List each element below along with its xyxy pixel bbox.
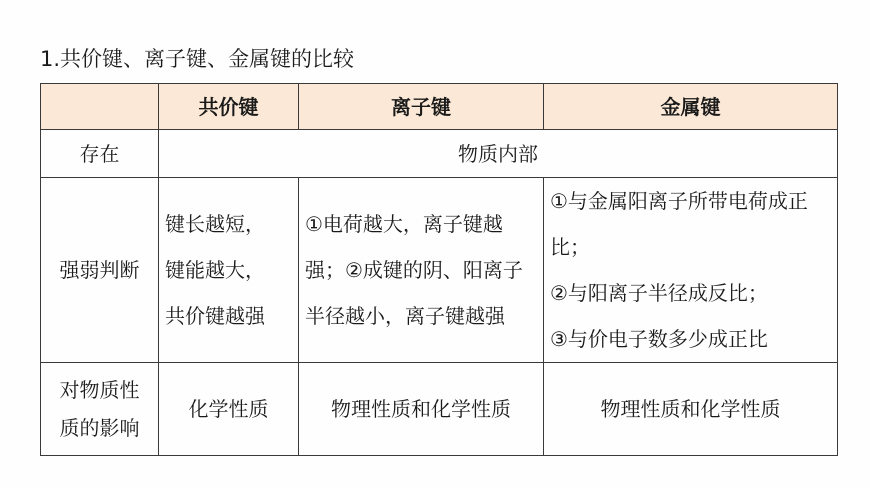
strength-covalent-line: 键长越短，: [165, 212, 265, 236]
effect-covalent: 化学性质: [159, 363, 299, 456]
existence-value: 物质内部: [159, 130, 838, 178]
strength-covalent-text: [165, 201, 265, 339]
strength-metallic-line: ②与阳离子半径成反比；: [550, 281, 768, 305]
header-ionic: 离子键: [299, 84, 544, 130]
row-label-effect-cell: [41, 363, 159, 456]
section-title: 1.共价键、离子键、金属键的比较: [40, 47, 355, 71]
row-label-effect-line: 质的影响: [59, 416, 140, 440]
strength-metallic-line: ①与金属阳离子所带电荷成正比；: [550, 189, 808, 259]
strength-covalent-line: 键能越大，: [165, 258, 265, 282]
effect-ionic: 物理性质和化学性质: [299, 363, 544, 456]
strength-ionic-text: ①电荷越大，离子键越强；②成键的阴、阳离子半径越小，离子键越强: [305, 212, 523, 328]
effect-metallic: 物理性质和化学性质: [544, 363, 838, 456]
row-label-effect: [60, 371, 140, 447]
table-row-strength: [41, 178, 838, 363]
strength-metallic-line: ③与价电子数多少成正比: [550, 327, 768, 351]
strength-covalent-line: 共价键越强: [165, 304, 265, 328]
table-row-existence: [41, 130, 838, 178]
table-row-effect: [41, 363, 838, 456]
strength-metallic-cell: [544, 178, 838, 363]
strength-metallic-text: [550, 178, 833, 362]
header-corner-cell: [41, 84, 159, 130]
table-header-row: [41, 84, 838, 130]
strength-ionic-cell: [299, 178, 544, 363]
bond-comparison-table: [40, 83, 838, 456]
row-label-existence: 存在: [41, 130, 159, 178]
row-label-effect-line: 对物质性: [59, 378, 140, 402]
header-metallic: 金属键: [544, 84, 838, 130]
row-label-strength: 强弱判断: [41, 178, 159, 363]
strength-covalent-cell: [159, 178, 299, 363]
header-covalent: 共价键: [159, 84, 299, 130]
